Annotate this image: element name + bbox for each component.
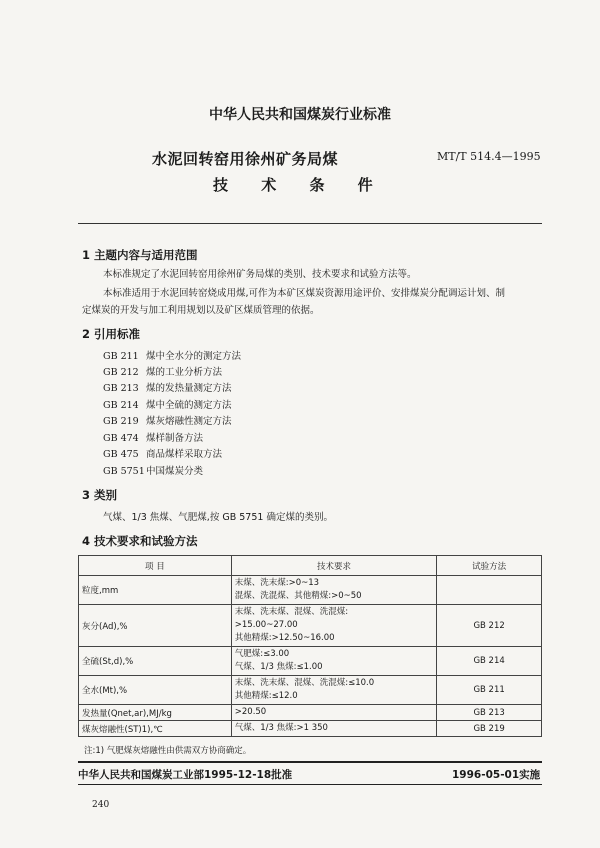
table-cell-item: 全硫(St,d),% xyxy=(79,647,232,676)
table-cell-requirement: >20.50 xyxy=(231,705,436,721)
footer-bottom-divider xyxy=(78,784,542,785)
table-cell-requirement: 末煤、洗末煤、混煤、洗混煤: >15.00~27.00 其他精煤:>12.50~16.00 xyxy=(231,605,436,647)
document-subtitle: 技 术 条 件 xyxy=(213,176,387,194)
standard-code: MT/T 514.4—1995 xyxy=(437,150,541,163)
spec-table xyxy=(78,555,542,737)
section-2-heading: 2 引用标准 xyxy=(82,327,141,341)
table-cell-method xyxy=(437,576,542,605)
table-header-row xyxy=(79,556,542,576)
table-cell-item: 粒度,mm xyxy=(79,576,232,605)
table-header-method: 试验方法 xyxy=(437,556,542,576)
table-header-item: 项 目 xyxy=(79,556,232,576)
table-cell-item: 发热量(Qnet,ar),MJ/kg xyxy=(79,705,232,721)
table-cell-method: GB 214 xyxy=(437,647,542,676)
table-row xyxy=(79,647,542,676)
section-3-paragraph: 气煤、1/3 焦煤、气肥煤,按 GB 5751 确定煤的类别。 xyxy=(103,512,333,523)
table-header-requirement: 技术要求 xyxy=(231,556,436,576)
table-row xyxy=(79,576,542,605)
table-row xyxy=(79,605,542,647)
page-number: 240 xyxy=(92,800,110,810)
table-cell-item: 灰分(Ad),% xyxy=(79,605,232,647)
table-cell-method: GB 219 xyxy=(437,721,542,737)
section-1-heading: 1 主题内容与适用范围 xyxy=(82,248,198,262)
section-3-heading: 3 类别 xyxy=(82,488,118,502)
reference-item: GB 214 煤中全硫的测定方法 xyxy=(103,400,232,411)
section-4-heading: 4 技术要求和试验方法 xyxy=(82,534,198,548)
reference-item: GB 211 煤中全水分的测定方法 xyxy=(103,351,242,362)
table-cell-requirement: 气肥煤:≤3.00 气煤、1/3 焦煤:≤1.00 xyxy=(231,647,436,676)
document-title: 水泥回转窑用徐州矿务局煤 xyxy=(152,150,339,168)
table-row xyxy=(79,721,542,737)
approval-statement: 中华人民共和国煤炭工业部1995-12-18批准 xyxy=(78,769,293,781)
reference-item: GB 5751 中国煤炭分类 xyxy=(103,466,204,477)
industry-standard-header: 中华人民共和国煤炭行业标准 xyxy=(209,107,391,123)
table-cell-method: GB 211 xyxy=(437,676,542,705)
section-1-paragraph-1: 本标准规定了水泥回转窑用徐州矿务局煤的类别、技术要求和试验方法等。 xyxy=(103,269,417,280)
table-cell-requirement: 末煤、洗末煤:>0~13 混煤、洗混煤、其他精煤:>0~50 xyxy=(231,576,436,605)
table-row xyxy=(79,676,542,705)
table-cell-requirement: 末煤、洗末煤、混煤、洗混煤:≤10.0 其他精煤:≤12.0 xyxy=(231,676,436,705)
table-row xyxy=(79,705,542,721)
reference-item: GB 475 商品煤样采取方法 xyxy=(103,449,223,460)
table-cell-method: GB 213 xyxy=(437,705,542,721)
table-cell-requirement: 气煤、1/3 焦煤:>1 350 xyxy=(231,721,436,737)
table-cell-item: 全水(Mt),% xyxy=(79,676,232,705)
reference-item: GB 474 煤样制备方法 xyxy=(103,433,204,444)
table-cell-item: 煤灰熔融性(ST)1),℃ xyxy=(79,721,232,737)
reference-item: GB 213 煤的发热量测定方法 xyxy=(103,383,232,394)
reference-item: GB 212 煤的工业分析方法 xyxy=(103,367,223,378)
footer-divider xyxy=(78,761,542,763)
implementation-date: 1996-05-01实施 xyxy=(452,769,541,781)
reference-item: GB 219 煤灰熔融性测定方法 xyxy=(103,416,232,427)
section-1-paragraph-2: 本标准适用于水泥回转窑烧成用煤,可作为本矿区煤炭资源用途评价、安排煤炭分配调运计划、制 xyxy=(103,288,506,299)
header-divider xyxy=(78,223,542,224)
table-cell-method: GB 212 xyxy=(437,605,542,647)
section-1-paragraph-2-cont: 定煤炭的开发与加工利用规划以及矿区煤质管理的依据。 xyxy=(82,305,320,316)
table-note: 注:1) 气肥煤灰熔融性由供需双方协商确定。 xyxy=(84,746,252,756)
